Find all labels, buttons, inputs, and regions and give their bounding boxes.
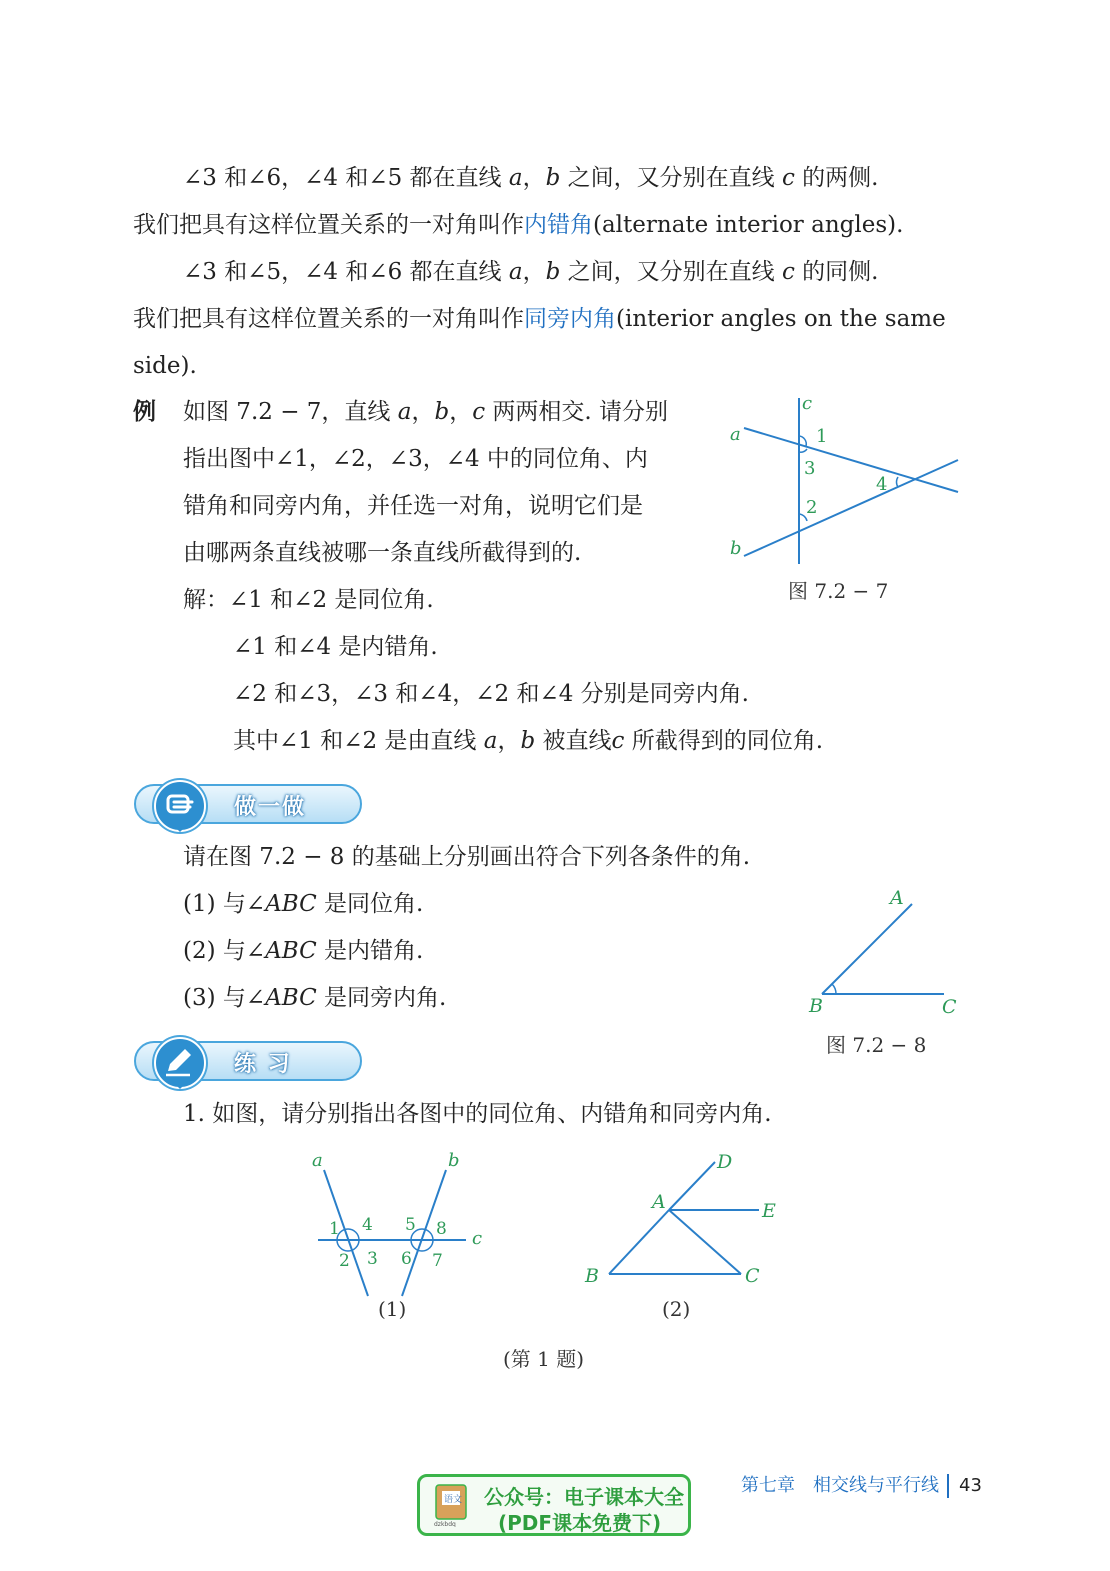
text: 两两相交. 请分别 bbox=[485, 399, 669, 425]
var-c: c bbox=[472, 399, 486, 425]
text: 如图 7.2 − 7，直线 bbox=[183, 399, 398, 425]
text: 与∠ bbox=[215, 938, 266, 964]
text: ∠3 和∠6，∠4 和∠5 都在直线 bbox=[183, 165, 509, 191]
ray-BA bbox=[822, 904, 912, 994]
svg-text:语文: 语文 bbox=[444, 1495, 463, 1505]
text: 与∠ bbox=[215, 891, 266, 917]
practice-caption: (第 1 题) bbox=[503, 1347, 585, 1371]
label-a: a bbox=[312, 1150, 323, 1171]
label-2: 2 bbox=[339, 1251, 350, 1271]
text: ， bbox=[449, 399, 473, 425]
watermark-line-1: 公众号：电子课本大全 bbox=[484, 1485, 684, 1509]
text: 我们把具有这样位置关系的一对角叫作 bbox=[133, 306, 524, 332]
angle-name: ABC bbox=[265, 938, 317, 964]
text: (alternate interior angles). bbox=[593, 212, 904, 238]
label-B: B bbox=[809, 995, 823, 1017]
paragraph-1-line-2 bbox=[133, 210, 903, 240]
doit-item-2 bbox=[183, 936, 423, 966]
angle-4-arc bbox=[896, 477, 898, 487]
label-8: 8 bbox=[436, 1219, 447, 1239]
figure-7-2-8-caption: 图 7.2 − 8 bbox=[826, 1033, 927, 1057]
footer-divider bbox=[947, 1474, 949, 1498]
angle-3-arc bbox=[799, 449, 807, 452]
label-c: c bbox=[472, 1228, 483, 1249]
label-E: E bbox=[762, 1200, 776, 1222]
var-c: c bbox=[781, 165, 795, 191]
var-b: b bbox=[520, 728, 536, 754]
ray-AD bbox=[669, 1162, 715, 1210]
doit-intro: 请在图 7.2 − 8 的基础上分别画出符合下列各条件的角. bbox=[183, 844, 751, 870]
practice-figure-1 bbox=[300, 1148, 500, 1298]
solution-line-3: ∠2 和∠3，∠3 和∠4，∠2 和∠4 分别是同旁内角. bbox=[233, 681, 749, 707]
var-a: a bbox=[397, 399, 412, 425]
solution-line-2: ∠1 和∠4 是内错角. bbox=[233, 634, 438, 660]
practice-question-1: 1. 如图，请分别指出各图中的同位角、内错角和同旁内角. bbox=[183, 1101, 772, 1127]
label-A: A bbox=[652, 1191, 666, 1213]
var-a: a bbox=[508, 259, 523, 285]
example-line-1 bbox=[183, 397, 668, 427]
svg-text:dzkbdq: dzkbdq bbox=[434, 1521, 456, 1527]
label-3: 3 bbox=[804, 458, 816, 479]
watermark-badge bbox=[417, 1474, 691, 1536]
label-6: 6 bbox=[401, 1249, 412, 1269]
label-4: 4 bbox=[362, 1215, 373, 1235]
practice-figure-1-caption: (1) bbox=[378, 1297, 407, 1321]
practice-figure-2 bbox=[575, 1148, 795, 1298]
example-line-4: 由哪两条直线被哪一条直线所截得到的. bbox=[183, 540, 582, 566]
label-1: 1 bbox=[816, 426, 828, 447]
label-1: 1 bbox=[329, 1219, 340, 1239]
label-4: 4 bbox=[876, 474, 888, 495]
example-line-2: 指出图中∠1，∠2，∠3，∠4 中的同位角、内 bbox=[183, 446, 648, 472]
term-same-side-interior: 同旁内角 bbox=[524, 306, 616, 332]
label-3: 3 bbox=[367, 1249, 378, 1269]
text: ， bbox=[522, 165, 546, 191]
section-practice-arrow bbox=[172, 1081, 188, 1089]
figure-7-2-7-caption: 图 7.2 − 7 bbox=[788, 579, 889, 603]
label-a: a bbox=[730, 424, 741, 445]
text: ， bbox=[411, 399, 435, 425]
label-5: 5 bbox=[405, 1215, 416, 1235]
label-A: A bbox=[890, 887, 904, 909]
page-footer bbox=[741, 1471, 982, 1498]
text: 之间，又分别在直线 bbox=[560, 259, 782, 285]
segment-AC bbox=[669, 1210, 741, 1274]
paragraph-2-line-2 bbox=[133, 304, 946, 334]
section-doit-arrow bbox=[172, 824, 188, 832]
text: 所截得到的同位角. bbox=[624, 728, 824, 754]
var-c: c bbox=[781, 259, 795, 285]
practice-figure-2-caption: (2) bbox=[662, 1297, 691, 1321]
label-b: b bbox=[448, 1150, 460, 1171]
item-number: (2) bbox=[183, 938, 216, 964]
label-C: C bbox=[745, 1265, 760, 1287]
var-c: c bbox=[611, 728, 625, 754]
label-D: D bbox=[717, 1151, 733, 1173]
text: ， bbox=[497, 728, 521, 754]
example-label-text: 例 bbox=[133, 399, 156, 425]
text: 其中∠1 和∠2 是由直线 bbox=[233, 728, 484, 754]
line-b bbox=[744, 460, 958, 556]
var-b: b bbox=[434, 399, 450, 425]
paragraph-1-line-1 bbox=[183, 163, 878, 193]
var-b: b bbox=[545, 165, 561, 191]
term-alternate-interior: 内错角 bbox=[524, 212, 593, 238]
text: 的同侧. bbox=[794, 259, 879, 285]
doit-item-3 bbox=[183, 983, 446, 1013]
solution-line-4 bbox=[233, 726, 823, 756]
section-doit-title: 做一做 bbox=[234, 795, 307, 820]
doit-item-1 bbox=[183, 889, 423, 919]
book-logo-icon bbox=[432, 1483, 472, 1527]
label-C: C bbox=[942, 996, 957, 1018]
figure-7-2-8 bbox=[800, 880, 980, 1020]
example-line-3: 错角和同旁内角，并任选一对角，说明它们是 bbox=[183, 493, 643, 519]
text: 的两侧. bbox=[794, 165, 879, 191]
text: 是同位角. bbox=[316, 891, 424, 917]
chapter-title: 第七章 相交线与平行线 bbox=[741, 1475, 939, 1496]
label-b: b bbox=[730, 538, 742, 559]
hand-icon bbox=[154, 780, 202, 828]
text: ∠3 和∠5，∠4 和∠6 都在直线 bbox=[183, 259, 509, 285]
segment-AB bbox=[609, 1210, 669, 1274]
paragraph-2-line-3: side). bbox=[133, 353, 197, 379]
example-label bbox=[133, 397, 156, 427]
label-B: B bbox=[585, 1265, 599, 1287]
text: 我们把具有这样位置关系的一对角叫作 bbox=[133, 212, 524, 238]
text: 被直线 bbox=[535, 728, 612, 754]
var-b: b bbox=[545, 259, 561, 285]
angle-name: ABC bbox=[265, 891, 317, 917]
section-practice bbox=[134, 1037, 364, 1083]
item-number: (1) bbox=[183, 891, 216, 917]
label-2: 2 bbox=[806, 497, 818, 518]
text: 之间，又分别在直线 bbox=[560, 165, 782, 191]
section-practice-title: 练 习 bbox=[234, 1052, 292, 1077]
label-7: 7 bbox=[432, 1251, 443, 1271]
angle-abc-arc bbox=[832, 984, 836, 994]
item-number: (3) bbox=[183, 985, 216, 1011]
section-doit bbox=[134, 780, 364, 826]
page-number: 43 bbox=[959, 1475, 982, 1496]
text: 是同旁内角. bbox=[316, 985, 447, 1011]
text: ， bbox=[522, 259, 546, 285]
pencil-icon bbox=[154, 1037, 202, 1085]
var-a: a bbox=[508, 165, 523, 191]
angle-name: ABC bbox=[265, 985, 317, 1011]
text: (interior angles on the same bbox=[616, 306, 946, 332]
text: 是内错角. bbox=[316, 938, 424, 964]
var-a: a bbox=[483, 728, 498, 754]
solution-line-1: 解：∠1 和∠2 是同位角. bbox=[183, 587, 434, 613]
watermark-line-2: (PDF课本免费下) bbox=[498, 1511, 662, 1535]
paragraph-2-line-1 bbox=[183, 257, 878, 287]
label-c: c bbox=[802, 393, 813, 414]
text: 与∠ bbox=[215, 985, 266, 1011]
line-a bbox=[744, 428, 958, 492]
figure-7-2-7 bbox=[720, 390, 970, 580]
